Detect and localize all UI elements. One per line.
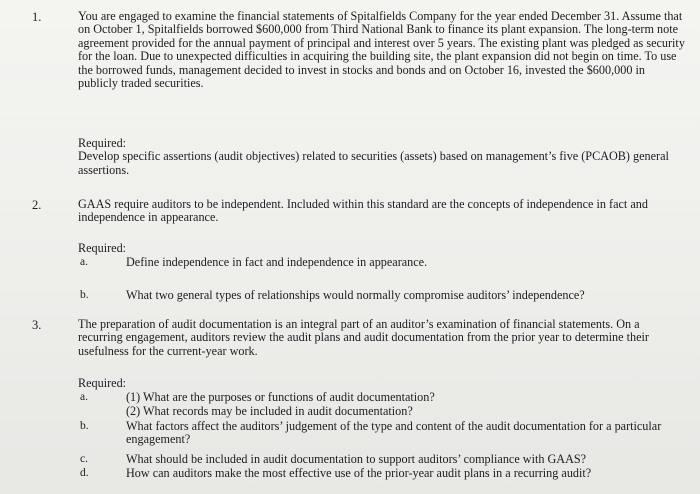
question-1-number: 1. bbox=[32, 10, 42, 24]
item-text: What should be included in audit documentation to support auditors’ compliance with GAAS? bbox=[126, 452, 587, 466]
question-2-required-label: Required: bbox=[78, 241, 127, 255]
item-text: (2) What records may be included in audit documentation? bbox=[126, 404, 413, 418]
item-text: How can auditors make the most effective use of the prior-year audit plans in a recurring audit? bbox=[126, 466, 592, 480]
item-letter: b. bbox=[80, 420, 89, 432]
question-2-number: 2. bbox=[32, 198, 42, 212]
question-1-text: You are engaged to examine the financial statements of Spitalfields Company for the year ended December 31. Assume that on October 1, Spitalfields borrowed $600,000 from Third National Bank to finance its plant expansion. The long-term note agreement provided for the annual payment of principal and interest over 5 years. The existing plant was pledged as security for the loan. Due to unexpected difficulties in acquiring the building site, the plant expansion did not begin on time. To use the borrowed funds, management decided to invest in stocks and bonds and on October 16, invested the $600,000 in publicly traded securities. bbox=[78, 9, 685, 91]
item-text: What two general types of relationships would normally compromise auditors’ independence? bbox=[126, 288, 585, 302]
question-3-text: The preparation of audit documentation is an integral part of an auditor’s examination of financial statements. On a recurring engagement, auditors review the audit plans and audit documentation from the prior year to determine their usefulness for the current-year work. bbox=[78, 317, 649, 358]
item-letter: c. bbox=[80, 453, 88, 465]
item-letter: d. bbox=[80, 467, 89, 479]
item-text: (1) What are the purposes or functions of audit documentation? bbox=[126, 390, 435, 404]
question-3-number: 3. bbox=[32, 318, 42, 332]
question-1-required-text: Develop specific assertions (audit objectives) related to securities (assets) based on management’s five (PCAOB) general assertions. bbox=[78, 149, 669, 177]
item-letter: a. bbox=[80, 256, 88, 268]
item-letter: b. bbox=[80, 289, 89, 301]
item-text: Define independence in fact and independence in appearance. bbox=[126, 255, 428, 269]
question-2-text: GAAS require auditors to be independent. Included within this standard are the concepts of independence in fact and independence in appearance. bbox=[78, 197, 648, 225]
question-3-required-label: Required: bbox=[78, 376, 127, 390]
question-1-required-label: Required: bbox=[78, 136, 127, 150]
question-1-required bbox=[78, 137, 686, 177]
item-text: What factors affect the auditors’ judgement of the type and content of the audit documentation for a particular engagement? bbox=[126, 419, 662, 447]
item-letter: a. bbox=[80, 391, 88, 403]
